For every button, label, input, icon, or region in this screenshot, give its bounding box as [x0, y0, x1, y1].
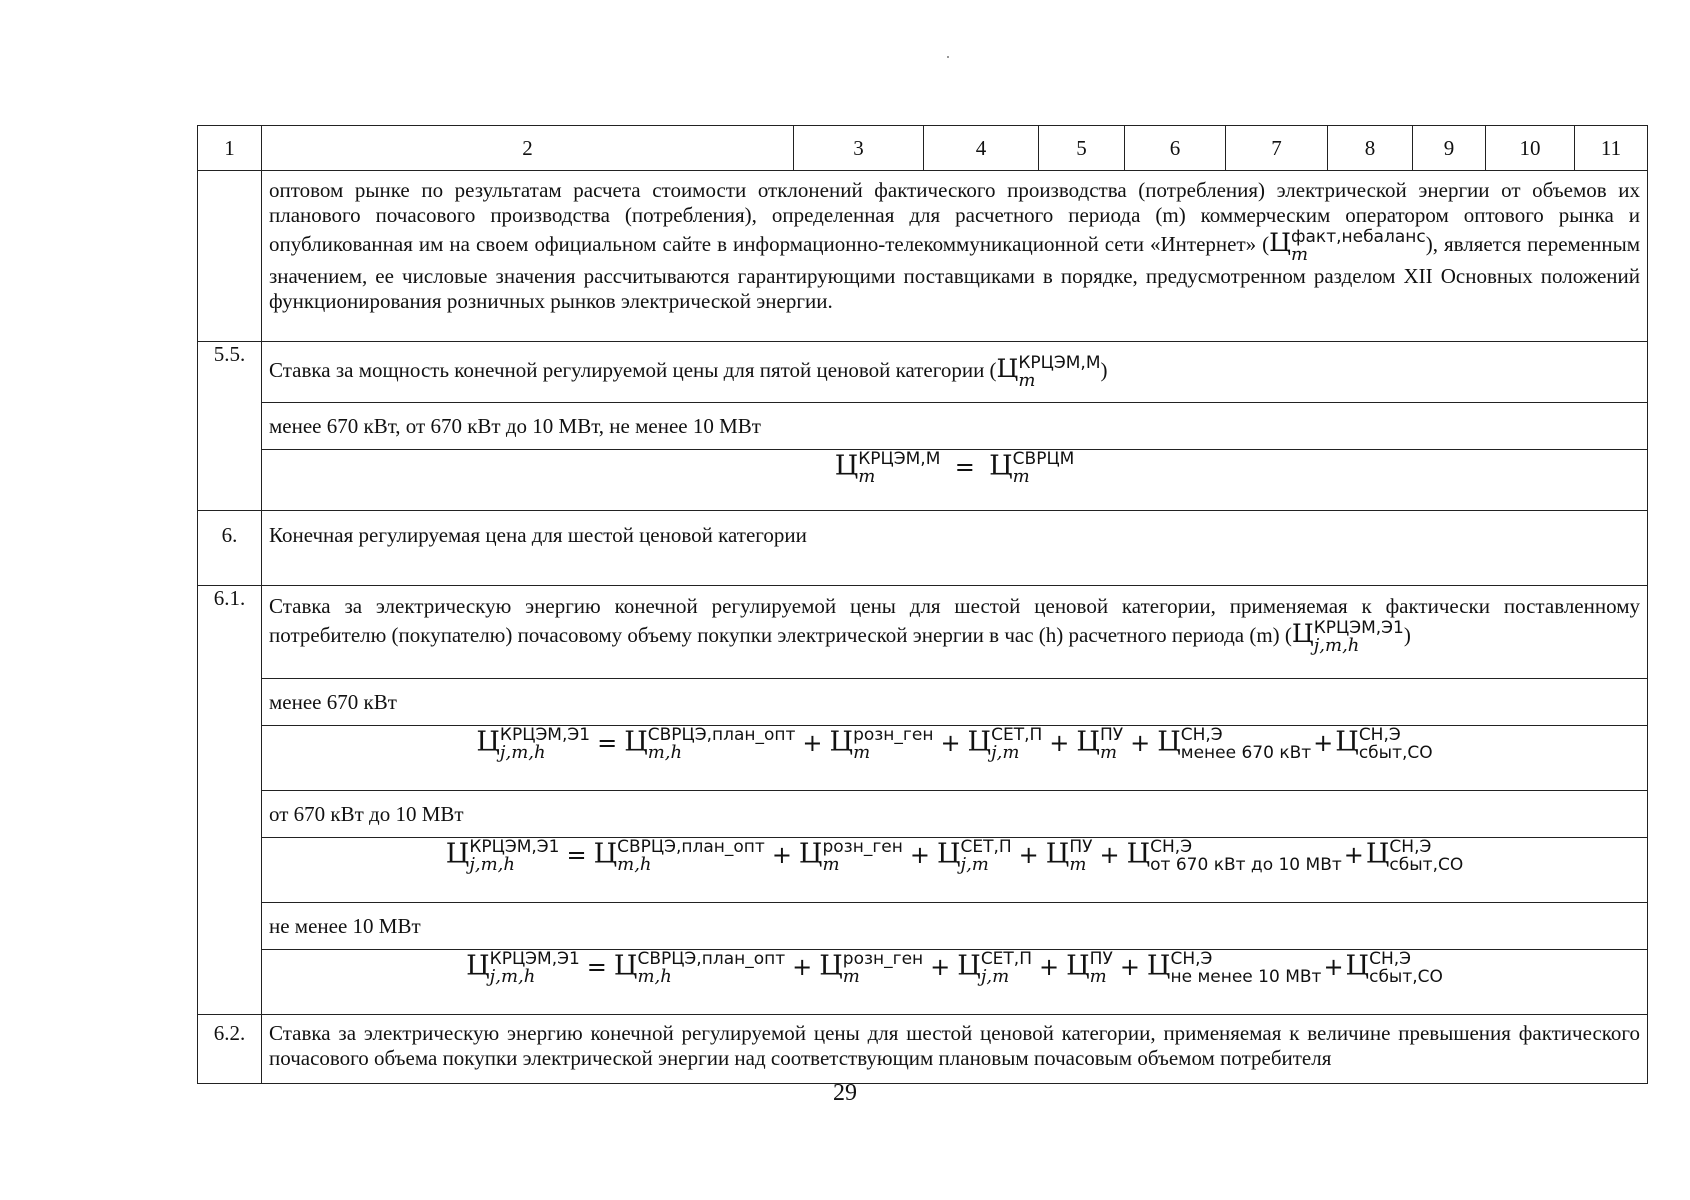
- price-symbol: Ц: [936, 838, 961, 870]
- row-6-text: Конечная регулируемая цена для шестой ценовой категории: [262, 511, 1648, 586]
- symbol-indices: [1090, 950, 1113, 986]
- price-symbol: Ц: [1066, 950, 1090, 982]
- range-row-1: [198, 679, 1648, 726]
- plus-sign: +: [1323, 952, 1344, 981]
- symbol-indices: [991, 726, 1042, 762]
- range-label: менее 670 кВт, от 670 кВт до 10 МВт, не менее 10 МВт: [262, 403, 1648, 450]
- price-symbol: Ц: [1045, 838, 1070, 870]
- range-row-3: [198, 903, 1648, 950]
- symbol-subscript: j,m,h: [1313, 635, 1360, 656]
- plus-sign: +: [1313, 728, 1334, 757]
- symbol-superscript: КРЦЭМ,Э1: [1313, 618, 1404, 638]
- symbol-superscript: КРЦЭМ,Э1: [469, 837, 560, 857]
- symbol-subscript: m: [1018, 370, 1036, 391]
- plus-sign: +: [1119, 952, 1140, 981]
- symbol-subscript: m: [1069, 854, 1087, 875]
- symbol-indices: [500, 726, 590, 762]
- symbol-subscript: m: [1290, 244, 1309, 265]
- price-symbol: Ц: [1146, 950, 1171, 982]
- row-6: [198, 511, 1648, 586]
- plus-sign: +: [1130, 728, 1151, 757]
- symbol-indices: [1100, 726, 1123, 762]
- row-number: 5.5.: [198, 342, 262, 511]
- row-number: 6.1.: [198, 586, 262, 1015]
- row-5-5-text: [262, 342, 1648, 403]
- continuation-row: [198, 171, 1648, 342]
- symbol-superscript: ПУ: [1089, 949, 1113, 969]
- symbol-superscript: КРЦЭМ,Э1: [499, 725, 591, 745]
- symbol-indices: [1150, 838, 1342, 874]
- closing-paren: ): [1403, 622, 1411, 647]
- plus-sign: +: [940, 728, 961, 757]
- plus-sign: +: [909, 840, 930, 869]
- formula-not-less-10: [262, 950, 1648, 1015]
- price-symbol: Ц: [1269, 227, 1291, 257]
- formula-670-to-10: [262, 838, 1648, 903]
- range-label: не менее 10 МВт: [262, 903, 1648, 950]
- row-5-5-formula: [198, 450, 1648, 511]
- price-symbol: Ц: [834, 450, 859, 482]
- plus-sign: +: [792, 952, 813, 981]
- row-5-5-range: [198, 403, 1648, 450]
- symbol-superscript: СН,Э: [1369, 949, 1412, 969]
- price-symbol: Ц: [476, 726, 500, 758]
- equals-sign: =: [954, 452, 975, 481]
- symbol-indices: [637, 950, 785, 986]
- price-symbol-indices: [1291, 228, 1426, 264]
- plus-sign: +: [1049, 728, 1070, 757]
- formula-5-5: [262, 450, 1648, 511]
- price-symbol: Ц: [798, 838, 823, 870]
- symbol-superscript: СЕТ,П: [980, 949, 1032, 969]
- symbol-subscript: m: [853, 742, 871, 763]
- row-6-1: [198, 586, 1648, 679]
- row-5-5-description: Ставка за мощность конечной регулируемой цены для пятой ценовой категории (: [269, 357, 997, 382]
- symbol-superscript: СН,Э: [1389, 837, 1432, 857]
- symbol-indices: [843, 950, 923, 986]
- continuation-text-part1: оптовом рынке по результатам расчета стоимости отклонений фактического производства (потребления) электрической энергии от объемов их планового почасового производства (потребления), определенная для расчетного периода (m) коммерческим оператором оптового рынка и опубликованная им на своем официальном сайте в информационно-телекоммуникационной сети «Интернет» (: [269, 178, 1640, 256]
- range-label: от 670 кВт до 10 МВт: [262, 791, 1648, 838]
- price-symbol: Ц: [1157, 726, 1181, 758]
- row-number-empty: [198, 171, 262, 342]
- price-symbol: Ц: [593, 838, 618, 870]
- plus-sign: +: [802, 728, 823, 757]
- symbol-indices: [648, 726, 796, 762]
- symbol-subscript: m: [1089, 966, 1107, 987]
- symbol-indices: [1181, 726, 1311, 762]
- continuation-text: [262, 171, 1648, 342]
- price-symbol: Ц: [445, 838, 470, 870]
- header-cell: 6: [1125, 126, 1226, 171]
- symbol-subscript: m: [1012, 466, 1030, 487]
- symbol-subscript: m: [858, 466, 876, 487]
- continuation-text-part2: ), является переменным значением, ее числовые значения рассчитываются гарантирующими поставщиками в порядке, предусмотренном разделом XII Основных положений функционирования розничных рынков электрической энергии.: [269, 231, 1641, 313]
- row-6-1-description: Ставка за электрическую энергию конечной регулируемой цены для шестой ценовой категории, применяемая к фактически поставленному потребителю (покупателю) почасовому объему покупки электрической энергии в час (h) расчетного периода (m) (: [269, 594, 1640, 647]
- header-cell: 11: [1575, 126, 1648, 171]
- symbol-indices: [1013, 450, 1075, 486]
- symbol-subscript: m: [1099, 742, 1118, 763]
- symbol-subscript: j,m,h: [469, 854, 515, 875]
- symbol-superscript: КРЦЭМ,М: [858, 449, 941, 469]
- symbol-superscript: КРЦЭМ,М: [1018, 353, 1101, 373]
- closing-paren: ): [1100, 357, 1108, 382]
- header-cell: 8: [1328, 126, 1413, 171]
- symbol-subscript: не менее 10 МВт: [1170, 967, 1322, 987]
- symbol-superscript: СВРЦЭ,план_опт: [647, 725, 796, 745]
- symbol-indices: [490, 950, 580, 986]
- equals-sign: =: [566, 840, 587, 869]
- header-cell: 10: [1486, 126, 1575, 171]
- symbol-superscript: СН,Э: [1180, 725, 1223, 745]
- symbol-indices: [960, 838, 1011, 874]
- price-symbol: Ц: [967, 726, 992, 758]
- symbol-subscript: m,h: [637, 966, 672, 987]
- symbol-indices: [822, 838, 902, 874]
- price-symbol: Ц: [624, 726, 648, 758]
- symbol-indices: [1389, 838, 1463, 874]
- plus-sign: +: [1099, 840, 1120, 869]
- header-cell: 1: [198, 126, 262, 171]
- header-cell: 7: [1226, 126, 1328, 171]
- price-symbol-indices: [1018, 354, 1100, 390]
- symbol-superscript: СВРЦМ: [1012, 449, 1075, 469]
- symbol-superscript: СВРЦЭ,план_опт: [637, 949, 786, 969]
- symbol-superscript: СЕТ,П: [960, 837, 1012, 857]
- symbol-superscript: СН,Э: [1150, 837, 1193, 857]
- symbol-subscript: от 670 кВт до 10 МВт: [1150, 855, 1342, 875]
- symbol-subscript: сбыт,СО: [1389, 855, 1464, 875]
- symbol-subscript: сбыт,СО: [1358, 743, 1433, 763]
- symbol-superscript: СВРЦЭ,план_опт: [617, 837, 765, 857]
- plus-sign: +: [1343, 840, 1364, 869]
- price-symbol: Ц: [466, 950, 490, 982]
- symbol-superscript: факт,небаланс: [1290, 227, 1426, 247]
- header-cell: 9: [1413, 126, 1486, 171]
- row-6-2: [198, 1015, 1648, 1084]
- symbol-subscript: менее 670 кВт: [1180, 743, 1312, 763]
- symbol-superscript: СН,Э: [1170, 949, 1213, 969]
- symbol-superscript: КРЦЭМ,Э1: [489, 949, 580, 969]
- price-symbol: Ц: [989, 450, 1013, 482]
- row-number: 6.2.: [198, 1015, 262, 1084]
- range-label: менее 670 кВт: [262, 679, 1648, 726]
- row-6-1-text: [262, 586, 1648, 679]
- symbol-indices: [981, 950, 1032, 986]
- header-cell: 4: [924, 126, 1039, 171]
- symbol-subscript: m: [822, 854, 840, 875]
- price-symbol: Ц: [829, 726, 854, 758]
- scan-speck: [947, 56, 949, 58]
- symbol-indices: [853, 726, 933, 762]
- equals-sign: =: [586, 952, 607, 981]
- plus-sign: +: [1018, 840, 1039, 869]
- plus-sign: +: [1039, 952, 1060, 981]
- price-symbol: Ц: [1076, 726, 1100, 758]
- symbol-indices: [1069, 838, 1092, 874]
- symbol-subscript: j,m: [980, 966, 1010, 987]
- price-symbol: Ц: [1291, 618, 1314, 648]
- symbol-superscript: СЕТ,П: [991, 725, 1043, 745]
- symbol-indices: [858, 450, 940, 486]
- price-symbol: Ц: [1126, 838, 1151, 870]
- header-cell: 2: [262, 126, 794, 171]
- price-symbol: Ц: [1345, 950, 1370, 982]
- symbol-superscript: розн_ген: [842, 949, 924, 969]
- tariff-table: [197, 125, 1648, 1084]
- price-symbol: Ц: [1365, 838, 1390, 870]
- symbol-subscript: j,m,h: [489, 966, 536, 987]
- symbol-subscript: сбыт,СО: [1369, 967, 1443, 987]
- symbol-subscript: j,m: [960, 854, 989, 875]
- page-number: 29: [833, 1080, 857, 1106]
- formula-less-670: [262, 726, 1648, 791]
- symbol-superscript: СН,Э: [1358, 725, 1401, 745]
- symbol-superscript: розн_ген: [822, 837, 903, 857]
- price-symbol: Ц: [1335, 726, 1359, 758]
- range-row-2: [198, 791, 1648, 838]
- symbol-superscript: ПУ: [1099, 725, 1124, 745]
- header-cell: 3: [794, 126, 924, 171]
- price-symbol-indices: [1314, 619, 1404, 655]
- formula-row-2: [198, 838, 1648, 903]
- row-6-2-text: Ставка за электрическую энергию конечной регулируемой цены для шестой ценовой категории, применяемая к величине превышения фактического почасового объема покупки электрической энергии над соответствующим плановым почасовым объемом потребителя: [262, 1015, 1648, 1084]
- price-symbol: Ц: [613, 950, 638, 982]
- price-symbol: Ц: [819, 950, 843, 982]
- price-symbol: Ц: [957, 950, 981, 982]
- header-cell: 5: [1039, 126, 1125, 171]
- header-row: [198, 126, 1648, 171]
- symbol-indices: [469, 838, 559, 874]
- formula-row-1: [198, 726, 1648, 791]
- symbol-subscript: m: [842, 966, 860, 987]
- row-number: 6.: [198, 511, 262, 586]
- plus-sign: +: [930, 952, 951, 981]
- symbol-subscript: m,h: [647, 742, 683, 763]
- symbol-indices: [1359, 726, 1433, 762]
- symbol-subscript: j,m: [991, 742, 1020, 763]
- plus-sign: +: [771, 840, 792, 869]
- symbol-indices: [1369, 950, 1443, 986]
- symbol-superscript: розн_ген: [853, 725, 934, 745]
- row-5-5: [198, 342, 1648, 403]
- symbol-indices: [617, 838, 765, 874]
- equals-sign: =: [597, 728, 618, 757]
- symbol-superscript: ПУ: [1069, 837, 1093, 857]
- symbol-subscript: m,h: [617, 854, 652, 875]
- symbol-subscript: j,m,h: [499, 742, 546, 763]
- formula-row-3: [198, 950, 1648, 1015]
- symbol-indices: [1170, 950, 1321, 986]
- price-symbol: Ц: [996, 353, 1019, 383]
